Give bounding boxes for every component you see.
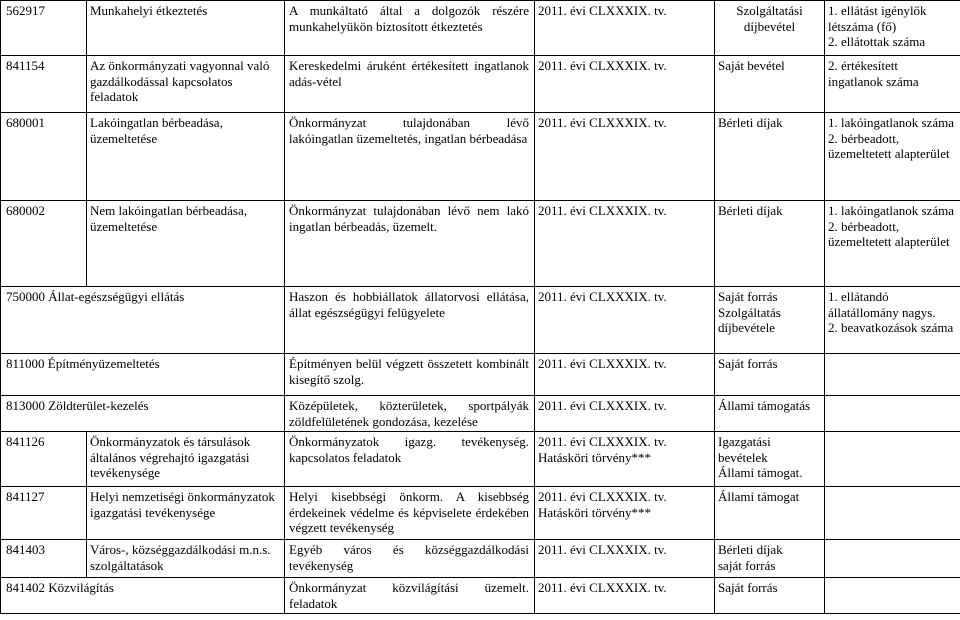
task-description: Egyéb város és községgazdálkodási tevékenység bbox=[285, 540, 535, 578]
performance-indicator bbox=[825, 113, 960, 201]
revenue-source-line: Szolgáltatási bbox=[736, 3, 803, 18]
revenue-source bbox=[715, 1, 825, 56]
legal-basis bbox=[535, 354, 715, 396]
performance-indicator bbox=[825, 287, 960, 354]
task-description: Önkormányzat közvilágítási üzemelt. feladatok bbox=[285, 578, 535, 614]
revenue-source bbox=[715, 487, 825, 540]
task-description: Önkormányzat tulajdonában lévő nem lakó ingatlan bérbeadás, üzemelt. bbox=[285, 201, 535, 287]
revenue-source-line: Saját forrás bbox=[718, 289, 778, 304]
task-code-name: 841402 Közvilágítás bbox=[1, 578, 285, 614]
task-name: Munkahelyi étkeztetés bbox=[87, 1, 285, 56]
task-name: Helyi nemzetiségi önkormányzatok igazgatási tevékenysége bbox=[87, 487, 285, 540]
revenue-source bbox=[715, 113, 825, 201]
legal-basis bbox=[535, 432, 715, 487]
legal-basis bbox=[535, 396, 715, 432]
revenue-source bbox=[715, 432, 825, 487]
performance-indicator bbox=[825, 578, 960, 614]
task-code: 841127 bbox=[1, 487, 87, 540]
table-row bbox=[1, 113, 960, 201]
legal-basis-law: 2011. évi CLXXXIX. tv. bbox=[538, 203, 667, 218]
revenue-source-line: Bérleti díjak bbox=[718, 115, 783, 130]
table-row bbox=[1, 201, 960, 287]
legal-basis bbox=[535, 287, 715, 354]
legal-basis-law: 2011. évi CLXXXIX. tv. bbox=[538, 398, 667, 413]
legal-basis bbox=[535, 487, 715, 540]
performance-indicator-line: 1. lakóingatlanok száma bbox=[828, 203, 954, 218]
performance-indicator-line: 2. bérbeadott, üzemeltetett alapterület bbox=[828, 130, 950, 161]
performance-indicator bbox=[825, 1, 960, 56]
legal-basis bbox=[535, 201, 715, 287]
revenue-source-line: Szolgáltatás bbox=[718, 304, 781, 320]
task-name: Nem lakóingatlan bérbeadása, üzemeltetése bbox=[87, 201, 285, 287]
task-description: A munkáltató által a dolgozók részére munkahelyükön biztosított étkeztetés bbox=[285, 1, 535, 56]
performance-indicator bbox=[825, 56, 960, 113]
task-code: 562917 bbox=[1, 1, 87, 56]
legal-basis-extra: Hatásköri törvény*** bbox=[538, 504, 652, 520]
revenue-source-line: díjbevétele bbox=[718, 320, 776, 335]
legal-basis bbox=[535, 56, 715, 113]
legal-basis-law: 2011. évi CLXXXIX. tv. bbox=[538, 542, 667, 557]
performance-indicator-line: 2. beavatkozások száma bbox=[828, 320, 954, 335]
revenue-source bbox=[715, 56, 825, 113]
task-description: Építményen belül végzett összetett kombinált kisegítő szolg. bbox=[285, 354, 535, 396]
performance-indicator-line: 2. bérbeadott, üzemeltetett alapterület bbox=[828, 218, 950, 249]
table-row bbox=[1, 578, 960, 614]
task-name: Lakóingatlan bérbeadása, üzemeltetése bbox=[87, 113, 285, 201]
revenue-source-line: Állami támogat. bbox=[718, 465, 803, 480]
table-row bbox=[1, 487, 960, 540]
legal-basis bbox=[535, 578, 715, 614]
revenue-source bbox=[715, 287, 825, 354]
performance-indicator bbox=[825, 396, 960, 432]
revenue-source-line: Saját forrás bbox=[718, 356, 778, 371]
revenue-source-line: Igazgatási bbox=[718, 434, 771, 449]
legal-basis-law: 2011. évi CLXXXIX. tv. bbox=[538, 580, 667, 595]
table-row bbox=[1, 354, 960, 396]
table-row bbox=[1, 432, 960, 487]
legal-basis-law: 2011. évi CLXXXIX. tv. bbox=[538, 289, 667, 304]
performance-indicator-line: 2. értékesített ingatlanok száma bbox=[828, 58, 919, 89]
legal-basis bbox=[535, 113, 715, 201]
performance-indicator-line: 1. ellátandó állatállomány nagys. bbox=[828, 289, 936, 320]
legal-basis-law: 2011. évi CLXXXIX. tv. bbox=[538, 434, 667, 449]
table-row bbox=[1, 1, 960, 56]
task-code-name: 811000 Építményüzemeltetés bbox=[1, 354, 285, 396]
performance-indicator-line: 1. ellátást igénylők létszáma (fő) bbox=[828, 3, 927, 34]
revenue-source-line: Saját bevétel bbox=[718, 58, 785, 73]
task-code: 841126 bbox=[1, 432, 87, 487]
task-code-name: 750000 Állat-egészségügyi ellátás bbox=[1, 287, 285, 354]
legal-basis-law: 2011. évi CLXXXIX. tv. bbox=[538, 3, 667, 18]
performance-indicator bbox=[825, 487, 960, 540]
task-name: Város-, községgazdálkodási m.n.s. szolgáltatások bbox=[87, 540, 285, 578]
table-row bbox=[1, 396, 960, 432]
revenue-source-line: Bérleti díjak bbox=[718, 542, 783, 557]
revenue-source-line: Bérleti díjak bbox=[718, 203, 783, 218]
task-code: 841154 bbox=[1, 56, 87, 113]
task-description: Önkormányzat tulajdonában lévő lakóingatlan üzemeltetés, ingatlan bérbeadása bbox=[285, 113, 535, 201]
task-code: 841403 bbox=[1, 540, 87, 578]
legal-basis-law: 2011. évi CLXXXIX. tv. bbox=[538, 58, 667, 73]
legal-basis bbox=[535, 1, 715, 56]
task-code: 680002 bbox=[1, 201, 87, 287]
task-name: Önkormányzatok és társulások általános végrehajtó igazgatási tevékenysége bbox=[87, 432, 285, 487]
revenue-source bbox=[715, 578, 825, 614]
performance-indicator bbox=[825, 540, 960, 578]
legal-basis-law: 2011. évi CLXXXIX. tv. bbox=[538, 356, 667, 371]
task-description: Haszon és hobbiállatok állatorvosi ellátása, állat egészségügyi felügyelete bbox=[285, 287, 535, 354]
legal-basis-extra: Hatásköri törvény*** bbox=[538, 449, 652, 465]
revenue-source-line: Állami támogatás bbox=[718, 398, 811, 413]
task-description: Középületek, közterületek, sportpályák zöldfelületének gondozása, kezelése bbox=[285, 396, 535, 432]
revenue-source-line: bevételek bbox=[718, 449, 768, 465]
revenue-source-line: saját forrás bbox=[718, 557, 776, 573]
legal-basis-law: 2011. évi CLXXXIX. tv. bbox=[538, 489, 667, 504]
legal-basis bbox=[535, 540, 715, 578]
task-code: 680001 bbox=[1, 113, 87, 201]
task-table-body bbox=[1, 1, 960, 614]
performance-indicator-line: 2. ellátottak száma bbox=[828, 34, 926, 49]
legal-basis-law: 2011. évi CLXXXIX. tv. bbox=[538, 115, 667, 130]
revenue-source bbox=[715, 201, 825, 287]
revenue-source bbox=[715, 354, 825, 396]
table-row bbox=[1, 287, 960, 354]
revenue-source bbox=[715, 396, 825, 432]
performance-indicator bbox=[825, 354, 960, 396]
task-description: Önkormányzatok igazg. tevékenység. kapcsolatos feladatok bbox=[285, 432, 535, 487]
revenue-source-line: Állami támogat bbox=[718, 489, 800, 504]
task-code-name: 813000 Zöldterület-kezelés bbox=[1, 396, 285, 432]
table-row bbox=[1, 56, 960, 113]
table-row bbox=[1, 540, 960, 578]
revenue-source-line: Saját forrás bbox=[718, 580, 778, 595]
performance-indicator bbox=[825, 432, 960, 487]
task-name: Az önkormányzati vagyonnal való gazdálkodással kapcsolatos feladatok bbox=[87, 56, 285, 113]
performance-indicator-line: 1. lakóingatlanok száma bbox=[828, 115, 954, 130]
task-description: Kereskedelmi áruként értékesített ingatlanok adás-vétel bbox=[285, 56, 535, 113]
task-description: Helyi kisebbségi önkorm. A kisebbség érdekeinek védelme és képviselete érdekében végzett tevékenység bbox=[285, 487, 535, 540]
revenue-source-line: díjbevétel bbox=[743, 18, 796, 34]
revenue-source bbox=[715, 540, 825, 578]
performance-indicator bbox=[825, 201, 960, 287]
